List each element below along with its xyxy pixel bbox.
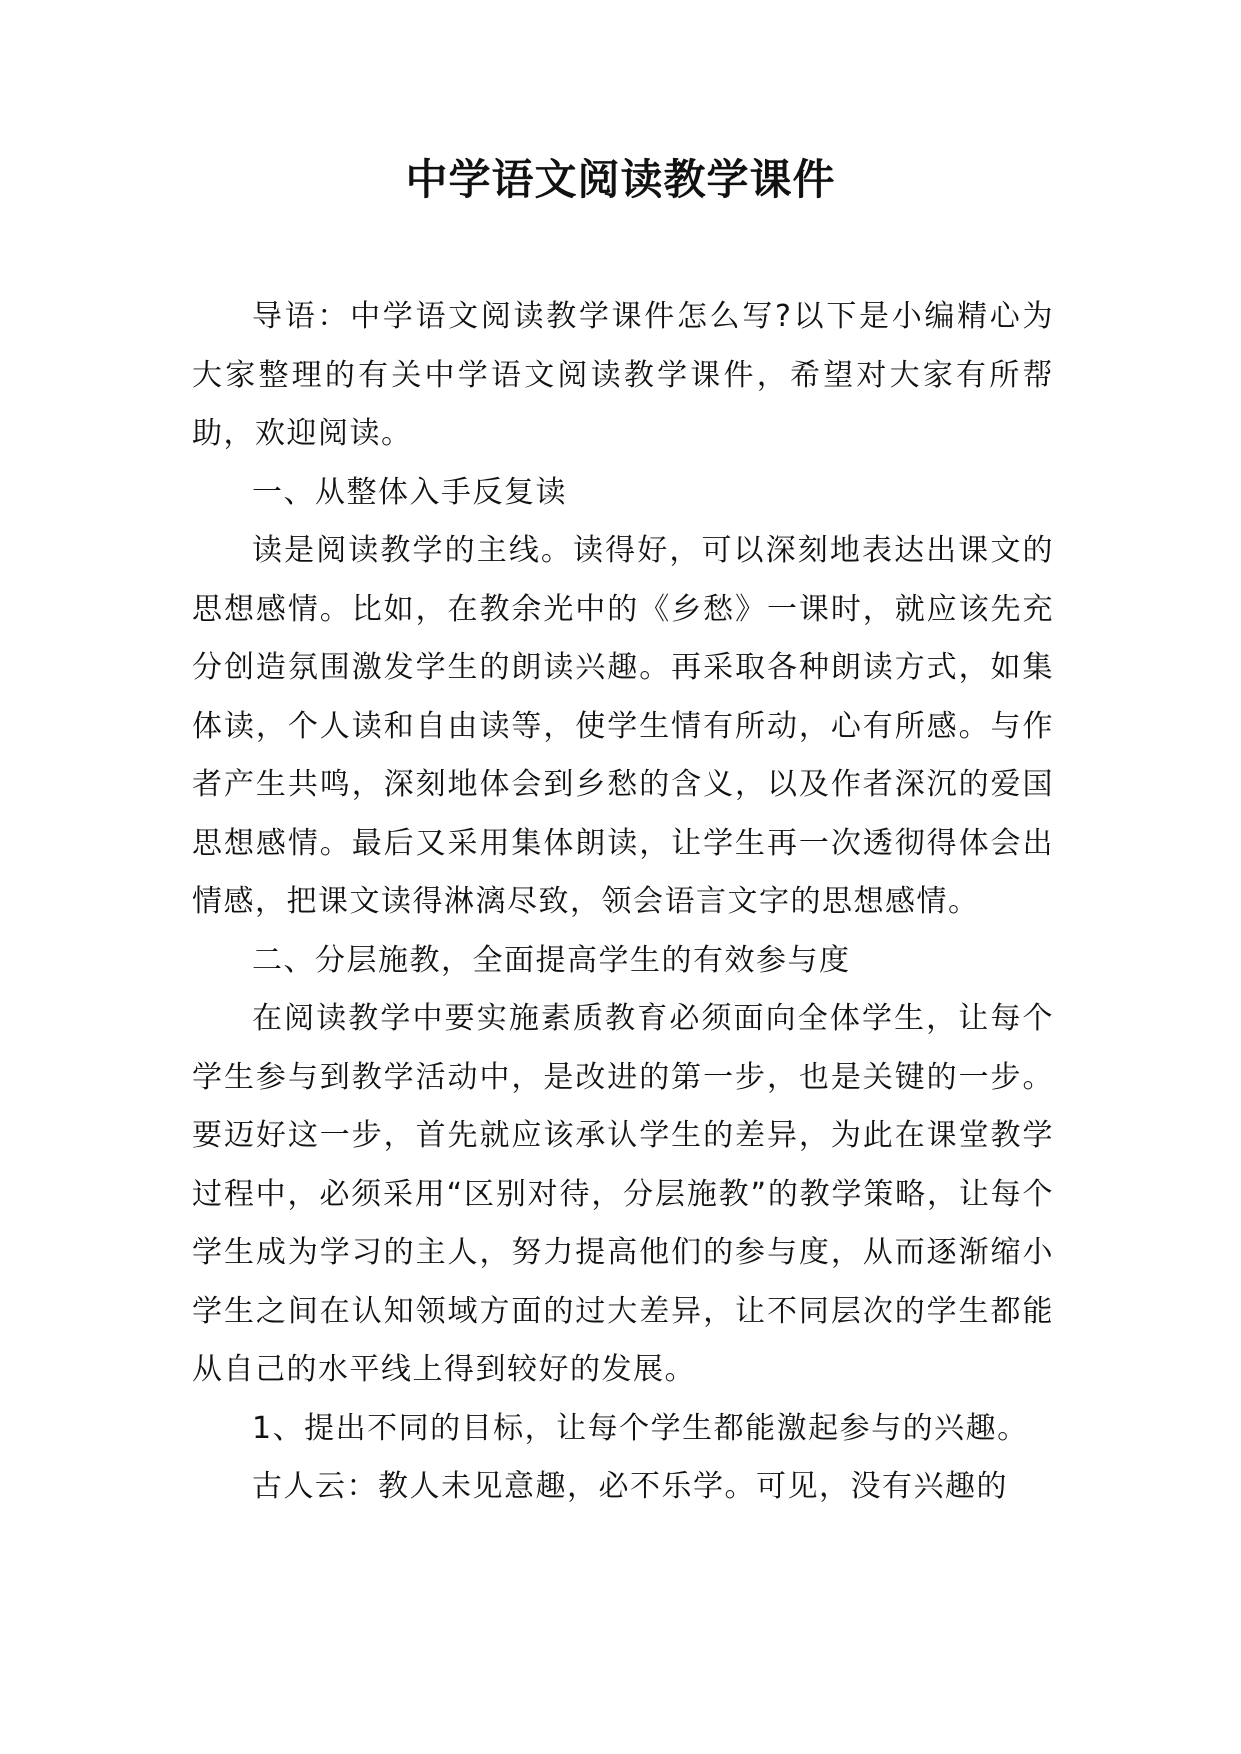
document-body [192, 288, 1054, 1517]
intro-paragraph: 导语：中学语文阅读教学课件怎么写?以下是小编精心为大家整理的有关中学语文阅读教学课件，希望对大家有所帮助，欢迎阅读。 [192, 299, 1054, 451]
document-title: 中学语文阅读教学课件 [405, 155, 836, 204]
section-heading-2: 二、分层施教，全面提高学生的有效参与度 [252, 942, 851, 978]
body-paragraph: 在阅读教学中要实施素质教育必须面向全体学生，让每个学生参与到教学活动中，是改进的第一步，也是关键的一步。要迈好这一步，首先就应该承认学生的差异，为此在课堂教学过程中，必须采用“区别对待，分层施教”的教学策略，让每个学生成为学习的主人，努力提高他们的参与度，从而逐渐缩小学生之间在认知领域方面的过大差异，让不同层次的学生都能从自己的水平线上得到较好的发展。 [192, 1001, 1054, 1387]
body-paragraph: 古人云：教人未见意趣，必不乐学。可见，没有兴趣的 [252, 1469, 1008, 1504]
subsection-heading-1: 1、提出不同的目标，让每个学生都能激起参与的兴趣。 [252, 1410, 1029, 1446]
section-heading-1: 一、从整体入手反复读 [252, 474, 567, 510]
body-paragraph: 读是阅读教学的主线。读得好，可以深刻地表达出课文的思想感情。比如，在教余光中的《乡愁》一课时，就应该先充分创造氛围激发学生的朗读兴趣。再采取各种朗读方式，如集体读，个人读和自由读等，使学生情有所动，心有所感。与作者产生共鸣，深刻地体会到乡愁的含义，以及作者深沉的爱国思想感情。最后又采用集体朗读，让学生再一次透彻得体会出情感，把课文读得淋漓尽致，领会语言文字的思想感情。 [192, 533, 1054, 919]
